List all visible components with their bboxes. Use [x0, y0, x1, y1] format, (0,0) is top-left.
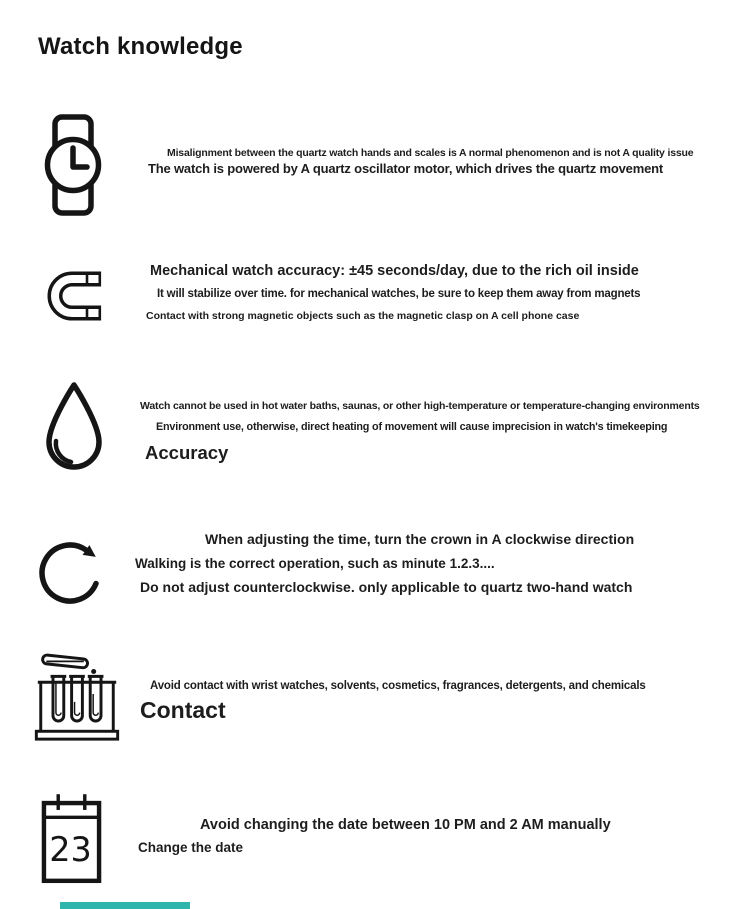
contact-heading: Contact — [140, 697, 226, 723]
temperature-line-1: Watch cannot be used in hot water baths, saunas, or other high-temperature or temperature-changing environments — [140, 400, 700, 412]
wristwatch-icon — [44, 114, 102, 216]
chemical-line-1: Avoid contact with wrist watches, solvents, cosmetics, fragrances, detergents, and chemicals — [150, 680, 646, 692]
magnet-line-3: Contact with strong magnetic objects such as the magnetic clasp on A cell phone case — [146, 310, 580, 322]
clockwise-arrow-icon — [38, 528, 106, 610]
quartz-note-line: Misalignment between the quartz watch hands and scales is A normal phenomenon and is not A quality issue — [167, 147, 694, 159]
quartz-main-line: The watch is powered by A quartz oscillator motor, which drives the quartz movement — [148, 161, 664, 176]
bottom-accent-strip — [60, 902, 190, 909]
water-drop-icon — [40, 381, 108, 477]
magnet-line-2: It will stabilize over time. for mechanical watches, be sure to keep them away from magnets — [157, 288, 641, 300]
crown-line-1: When adjusting the time, turn the crown in A clockwise direction — [205, 531, 635, 547]
calendar-icon — [40, 792, 103, 885]
magnet-icon — [42, 266, 104, 324]
accuracy-heading: Accuracy — [145, 442, 229, 463]
calendar-day-number: 23 — [49, 830, 92, 870]
crown-line-3: Do not adjust counterclockwise. only applicable to quartz two-hand watch — [140, 579, 633, 595]
magnet-line-1: Mechanical watch accuracy: ±45 seconds/day, due to the rich oil inside — [150, 263, 639, 279]
page-title: Watch knowledge — [38, 33, 243, 60]
test-tubes-icon — [34, 647, 120, 745]
crown-line-2: Walking is the correct operation, such as minute 1.2.3.... — [135, 556, 495, 571]
date-line-1: Avoid changing the date between 10 PM and 2 AM manually — [200, 817, 611, 833]
temperature-line-2: Environment use, otherwise, direct heating of movement will cause imprecision in watch's timekeeping — [156, 421, 668, 433]
change-date-heading: Change the date — [138, 840, 244, 855]
